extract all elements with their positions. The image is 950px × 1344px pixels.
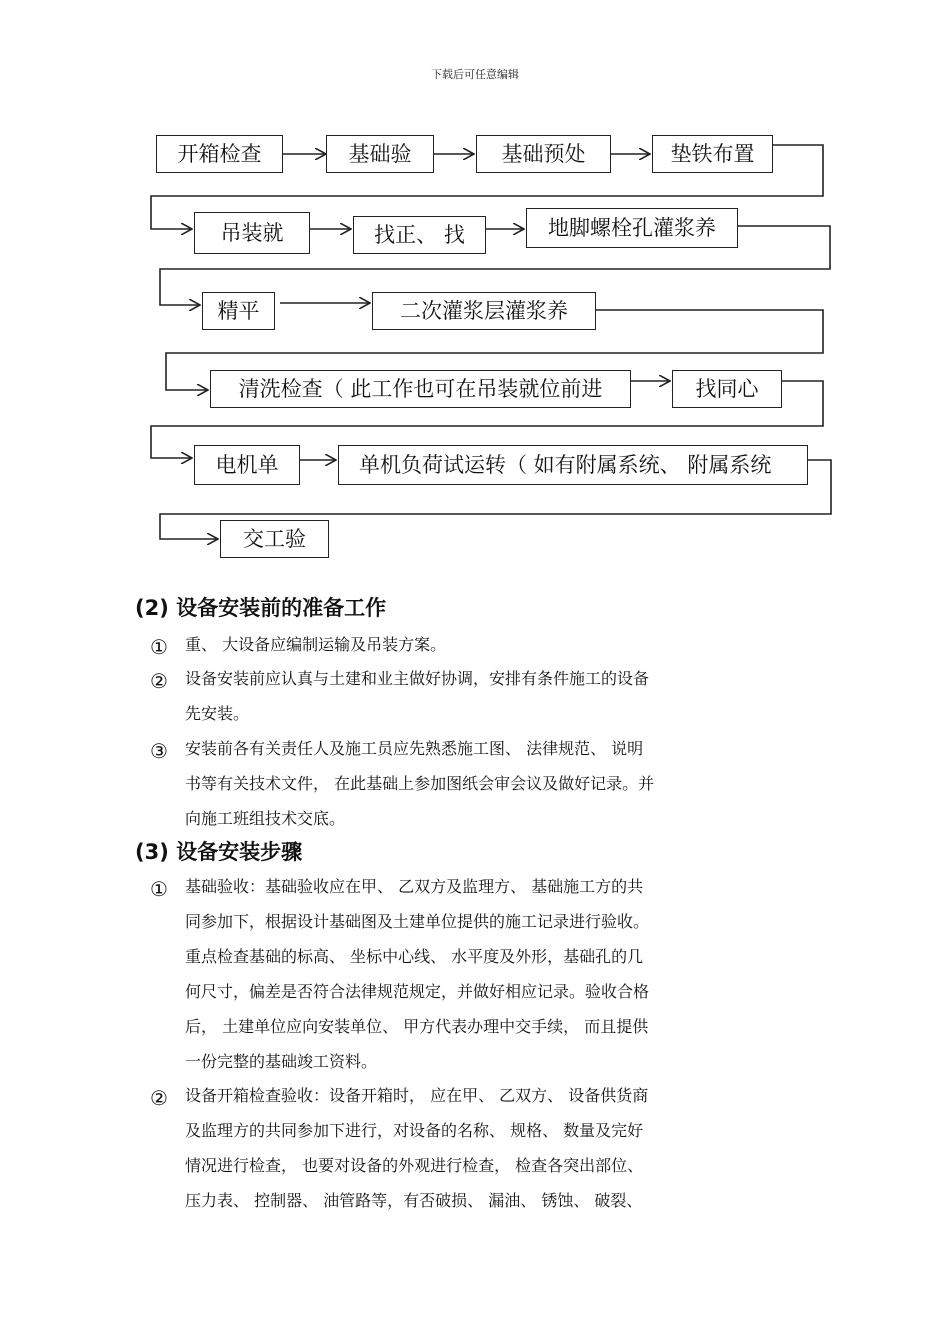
item-text <box>185 661 875 731</box>
flow-box-unpack-inspect: 开箱检查 <box>156 135 283 173</box>
item-text <box>185 731 875 836</box>
text-line: 先安装。 <box>185 704 250 723</box>
flow-box-hoist-position: 吊装就 <box>194 212 310 254</box>
section-2-title: (2) 设备安装前的准备工作 <box>135 596 387 620</box>
item-number: ① <box>150 635 168 659</box>
text-line: 后， 土建单位应向安装单位、 甲方代表办理中交手续， 而且提供 <box>185 1017 649 1036</box>
flow-box-anchor-grouting: 地脚螺栓孔灌浆养 <box>526 208 738 248</box>
text-line: 书等有关技术文件， 在此基础上参加图纸会审会议及做好记录。并 <box>185 774 655 793</box>
flow-box-alignment: 找正、 找 <box>353 216 486 254</box>
header-note: 下载后可任意编辑 <box>431 68 519 81</box>
flow-box-motor-test: 电机单 <box>194 445 300 485</box>
flow-box-foundation-pretreat: 基础预处 <box>476 135 611 173</box>
item-text <box>185 869 875 1079</box>
text-line: 设备安装前应认真与土建和业主做好协调，安排有条件施工的设备 <box>185 669 650 688</box>
text-line: 向施工班组技术交底。 <box>185 809 346 828</box>
flow-box-foundation-inspect: 基础验 <box>326 135 434 173</box>
flow-box-secondary-grouting: 二次灌浆层灌浆养 <box>372 292 596 330</box>
flow-box-load-test: 单机负荷试运转（ 如有附属系统、 附属系统 <box>338 445 808 485</box>
item-number: ③ <box>150 739 168 763</box>
flowchart-connectors <box>0 0 950 580</box>
text-line: 及监理方的共同参加下进行，对设备的名称、 规格、 数量及完好 <box>185 1121 644 1140</box>
text-line: 何尺寸，偏差是否符合法律规范规定，并做好相应记录。验收合格 <box>185 982 650 1001</box>
text-line: 设备开箱检查验收：设备开箱时， 应在甲、 乙双方、 设备供货商 <box>185 1086 649 1105</box>
item-number: ② <box>150 669 168 693</box>
item-text <box>185 1078 875 1218</box>
text-line: 重、 大设备应编制运输及吊装方案。 <box>185 635 447 654</box>
flow-box-shim-layout: 垫铁布置 <box>652 135 773 173</box>
flow-box-handover: 交工验 <box>220 520 329 558</box>
text-line: 基础验收：基础验收应在甲、 乙双方及监理方、 基础施工方的共 <box>185 877 644 896</box>
flow-box-cleaning-inspect: 清洗检查（ 此工作也可在吊装就位前进 <box>210 370 631 408</box>
flow-box-fine-level: 精平 <box>202 292 275 330</box>
section-3-title: (3) 设备安装步骤 <box>135 840 303 864</box>
item-number: ② <box>150 1086 168 1110</box>
text-line: 同参加下，根据设计基础图及土建单位提供的施工记录进行验收。 <box>185 912 650 931</box>
text-line: 重点检查基础的标高、 坐标中心线、 水平度及外形，基础孔的几 <box>185 947 644 966</box>
item-text <box>185 627 875 662</box>
flow-box-coaxial-align: 找同心 <box>672 370 782 408</box>
text-line: 压力表、 控制器、 油管路等，有否破损、 漏油、 锈蚀、 破裂、 <box>185 1191 643 1210</box>
text-line: 情况进行检查， 也要对设备的外观进行检查， 检查各突出部位、 <box>185 1156 644 1175</box>
text-line: 安装前各有关责任人及施工员应先熟悉施工图、 法律规范、 说明 <box>185 739 644 758</box>
text-line: 一份完整的基础竣工资料。 <box>185 1052 378 1071</box>
item-number: ① <box>150 877 168 901</box>
